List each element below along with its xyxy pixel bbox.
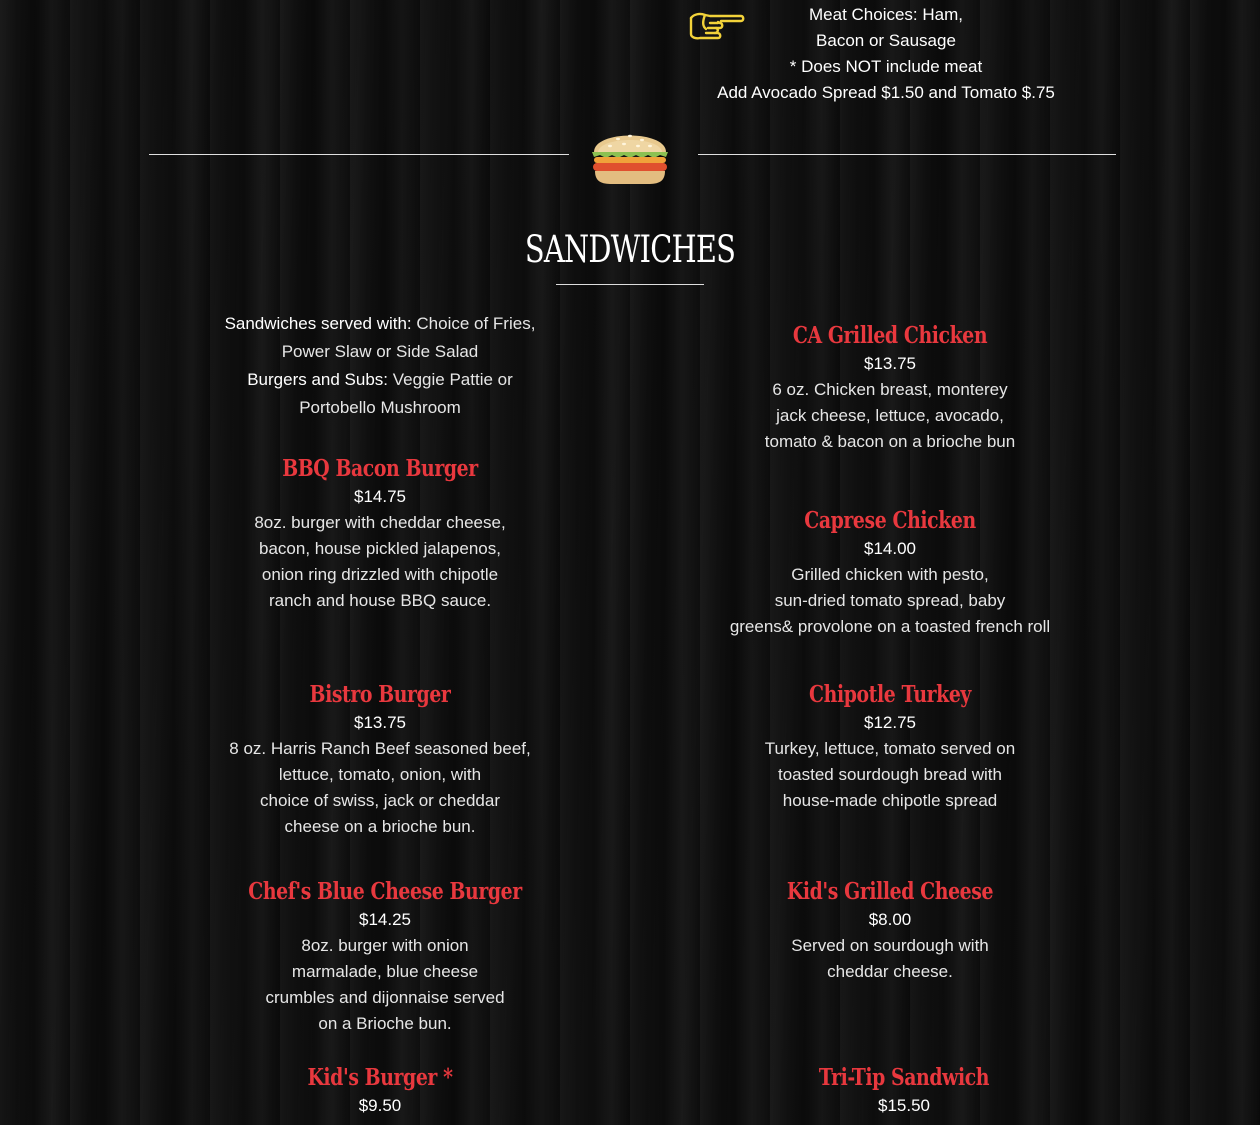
item-description: Served on sourdough with cheddar cheese. xyxy=(791,936,989,981)
served-with-label: Sandwiches served with: xyxy=(224,314,412,333)
item-description: Turkey, lettuce, tomato served on toasted sourdough bread with house-made chipotle spread xyxy=(764,739,1016,810)
note-line-2: Bacon or Sausage xyxy=(816,31,956,50)
note-line-1: Meat Choices: Ham, xyxy=(809,5,963,24)
item-name: BBQ Bacon Burger xyxy=(282,455,478,482)
item-description: 8oz. burger with onion marmalade, blue cheese crumbles and dijonnaise served on a Brioche bun. xyxy=(265,936,505,1033)
item-name: CA Grilled Chicken xyxy=(792,322,988,349)
item-name: Kid's Grilled Cheese xyxy=(786,878,994,905)
divider-line-right xyxy=(698,154,1116,155)
item-price: $8.00 xyxy=(868,910,912,929)
item-price: $14.25 xyxy=(359,910,411,929)
item-price: $15.50 xyxy=(878,1096,930,1115)
burger-icon xyxy=(588,122,672,188)
item-description: Grilled chicken with pesto, sun-dried tomato spread, baby greens& provolone on a toasted french roll xyxy=(729,565,1051,636)
item-name: Chef's Blue Cheese Burger xyxy=(248,878,522,905)
sides-info xyxy=(180,310,580,422)
item-name: Bistro Burger xyxy=(309,681,451,708)
item-price: $13.75 xyxy=(864,354,916,373)
burgers-subs-label: Burgers and Subs: xyxy=(247,370,389,389)
section-title: SANDWICHES xyxy=(524,228,736,271)
burgers-subs-text: Veggie Pattie or xyxy=(388,370,513,389)
item-name: Chipotle Turkey xyxy=(809,681,971,708)
item-description: 8oz. burger with cheddar cheese, bacon, house pickled jalapenos, onion ring drizzled with chipotle ranch and house BBQ sauce. xyxy=(254,513,506,610)
item-price: $12.75 xyxy=(864,713,916,732)
meat-choices-note xyxy=(700,2,1072,106)
menu-item-ca-grilled-chicken xyxy=(690,321,1090,455)
menu-item-chipotle-turkey xyxy=(690,680,1090,814)
item-price: $14.00 xyxy=(864,539,916,558)
burgers-subs-line-2: Portobello Mushroom xyxy=(299,398,461,417)
item-name: Tri-Tip Sandwich xyxy=(818,1064,990,1091)
section-title-underline xyxy=(556,284,704,285)
item-description: 8 oz. Harris Ranch Beef seasoned beef, lettuce, tomato, onion, with choice of swiss, jack or cheddar cheese on a brioche bun. xyxy=(229,739,531,836)
served-with-text: Choice of Fries, xyxy=(411,314,536,333)
menu-item-caprese-chicken xyxy=(690,506,1090,640)
menu-item-bistro-burger xyxy=(180,680,580,840)
menu-item-bbq-bacon-burger xyxy=(180,454,580,614)
menu-item-kids-burger xyxy=(180,1063,580,1119)
note-line-3: * Does NOT include meat xyxy=(789,57,983,76)
item-name: Kid's Burger * xyxy=(307,1064,453,1091)
item-price: $13.75 xyxy=(354,713,406,732)
served-with-line xyxy=(180,310,580,338)
item-name: Caprese Chicken xyxy=(804,507,976,534)
divider-line-left xyxy=(149,154,569,155)
item-description: 6 oz. Chicken breast, monterey jack cheese, lettuce, avocado, tomato & bacon on a brioche bun xyxy=(764,380,1016,451)
note-line-4: Add Avocado Spread $1.50 and Tomato $.75 xyxy=(717,83,1055,102)
item-price: $9.50 xyxy=(358,1096,402,1115)
menu-item-chefs-blue-cheese-burger xyxy=(185,877,585,1037)
item-price: $14.75 xyxy=(354,487,406,506)
burgers-subs-line xyxy=(180,366,580,394)
served-with-line-2: Power Slaw or Side Salad xyxy=(281,342,479,361)
menu-item-tri-tip-sandwich xyxy=(704,1063,1104,1119)
menu-item-kids-grilled-cheese xyxy=(690,877,1090,985)
